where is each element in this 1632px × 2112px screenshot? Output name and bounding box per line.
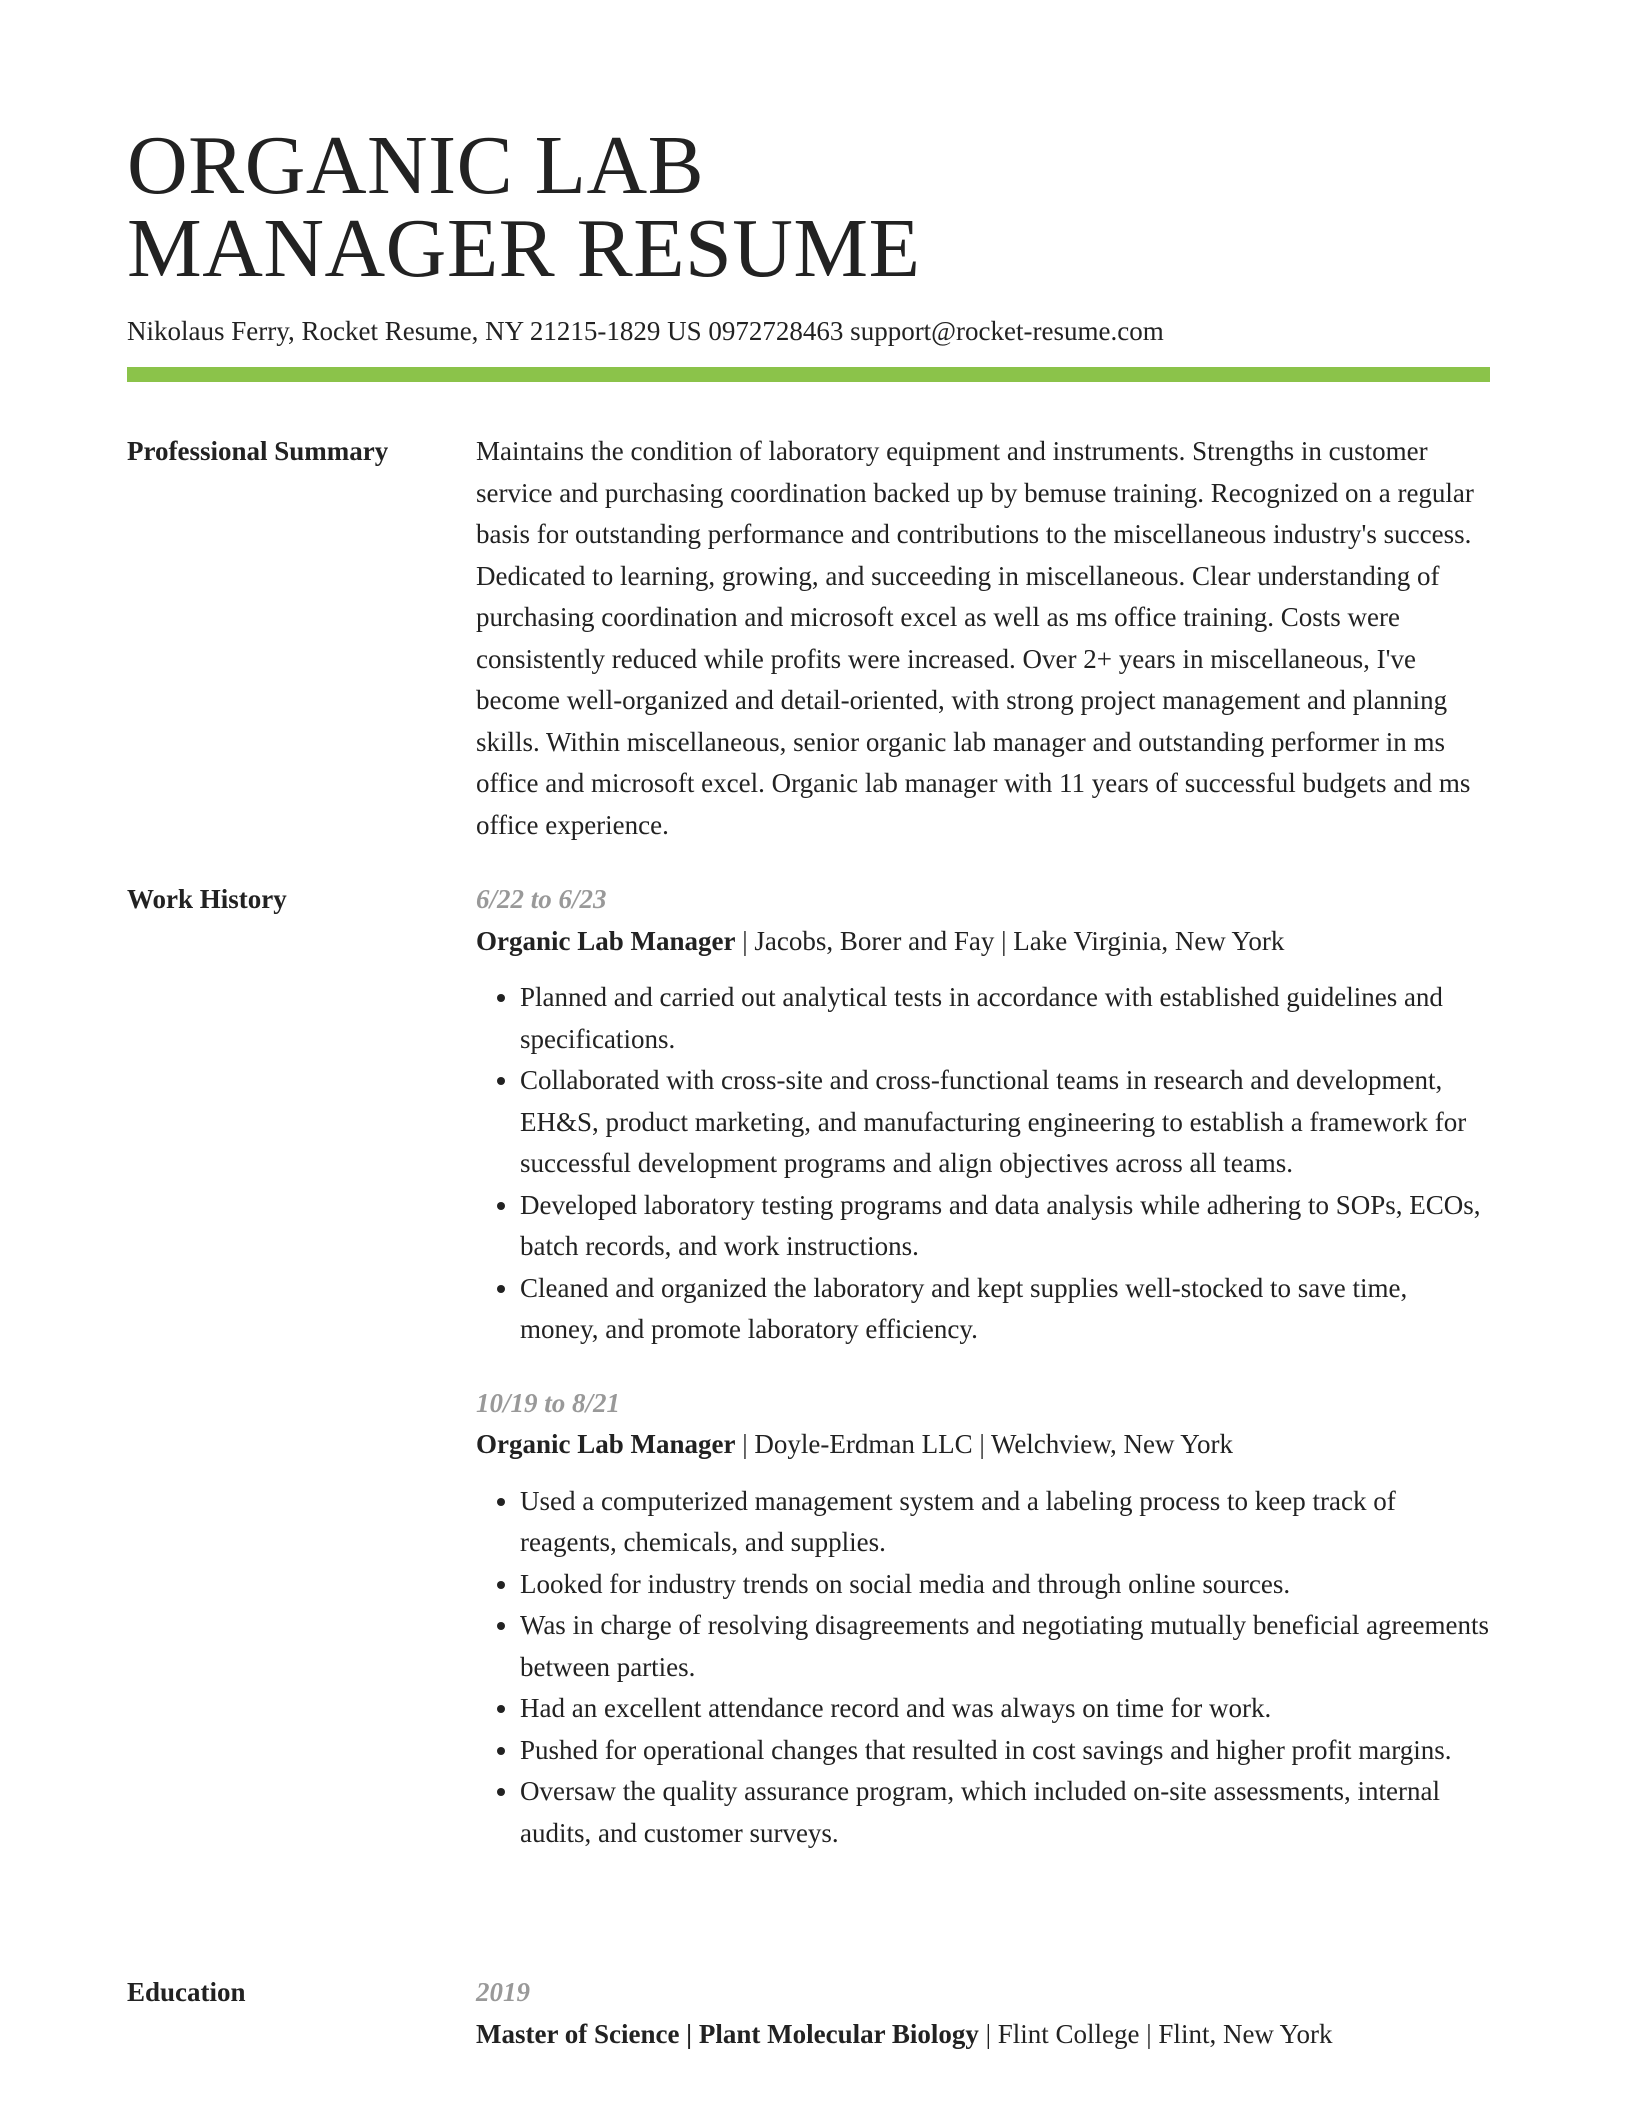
job-bullet-list: [476, 1481, 1490, 1855]
resume-title-line-2: MANAGER RESUME: [127, 202, 921, 295]
job-heading: [476, 1424, 1490, 1466]
section-body-summary: [476, 431, 1490, 846]
education-heading: [476, 2014, 1490, 2056]
resume-title: [127, 119, 921, 295]
resume-title-line-1: ORGANIC LAB: [127, 119, 705, 212]
job-bullet: • Was in charge of resolving disagreements and negotiating mutually beneficial agreements between parties.: [520, 1605, 1490, 1688]
job-bullet: • Oversaw the quality assurance program, which included on-site assessments, internal audits, and customer surveys.: [520, 1771, 1490, 1854]
school-location: | Flint College | Flint, New York: [978, 2018, 1333, 2049]
job-bullet-list: [476, 977, 1490, 1351]
summary-text: Maintains the condition of laboratory equipment and instruments. Strengths in customer service and purchasing coordination backed up by bemuse training. Recognized on a regular basis for outstanding performance and contributions to the miscellaneous industry's success. Dedicated to learning, growing, and succeeding in miscellaneous. Clear understanding of purchasing coordination and microsoft excel as well as ms office training. Costs were consistently reduced while profits were increased. Over 2+ years in miscellaneous, I've become well-organized and detail-oriented, with strong project management and planning skills. Within miscellaneous, senior organic lab manager and outstanding performer in ms office and microsoft excel. Organic lab manager with 11 years of successful budgets and ms office experience.: [476, 436, 1474, 840]
job-title: Organic Lab Manager: [476, 1429, 736, 1459]
education-year: 2019: [476, 1977, 530, 2007]
job-bullet: • Pushed for operational changes that resulted in cost savings and higher profit margins.: [520, 1730, 1490, 1772]
section-body-education: [476, 1972, 1490, 2055]
job-bullet: • Cleaned and organized the laboratory and kept supplies well-stocked to save time, money, and promote laboratory efficiency.: [520, 1268, 1490, 1351]
job-bullet: • Looked for industry trends on social media and through online sources.: [520, 1564, 1490, 1606]
section-label-education: Education: [127, 1977, 246, 2007]
job-dates: 6/22 to 6/23: [476, 884, 607, 914]
job-employer-location: | Jacobs, Borer and Fay | Lake Virginia, New York: [735, 925, 1285, 956]
job-dates: 10/19 to 8/21: [476, 1387, 621, 1418]
job-bullet: • Planned and carried out analytical tests in accordance with established guidelines and specifications.: [520, 977, 1490, 1060]
section-label-summary: Professional Summary: [127, 436, 389, 466]
job-bullet: • Had an excellent attendance record and was always on time for work.: [520, 1688, 1490, 1730]
job-bullet: • Collaborated with cross-site and cross-functional teams in research and development, EH&S, product marketing, and manufacturing engineering to establish a framework for successful development programs and align objectives across all teams.: [520, 1060, 1490, 1185]
contact-info: Nikolaus Ferry, Rocket Resume, NY 21215-1829 US 0972728463 support@rocket-resume.com: [127, 316, 1164, 346]
degree-title: Master of Science | Plant Molecular Biology: [476, 2018, 979, 2049]
section-body-work-history: [476, 879, 1490, 1854]
accent-divider: [127, 367, 1490, 382]
job-bullet: • Developed laboratory testing programs and data analysis while adhering to SOPs, ECOs, batch records, and work instructions.: [520, 1185, 1490, 1268]
job-title: Organic Lab Manager: [476, 925, 736, 956]
section-label-work-history: Work History: [127, 884, 287, 914]
job-heading: [476, 921, 1490, 963]
job-employer-location: | Doyle-Erdman LLC | Welchview, New York: [735, 1429, 1234, 1459]
job-entry: [476, 879, 1490, 1351]
job-entry: [476, 1383, 1490, 1855]
job-bullet: • Used a computerized management system and a labeling process to keep track of reagents, chemicals, and supplies.: [520, 1481, 1490, 1564]
